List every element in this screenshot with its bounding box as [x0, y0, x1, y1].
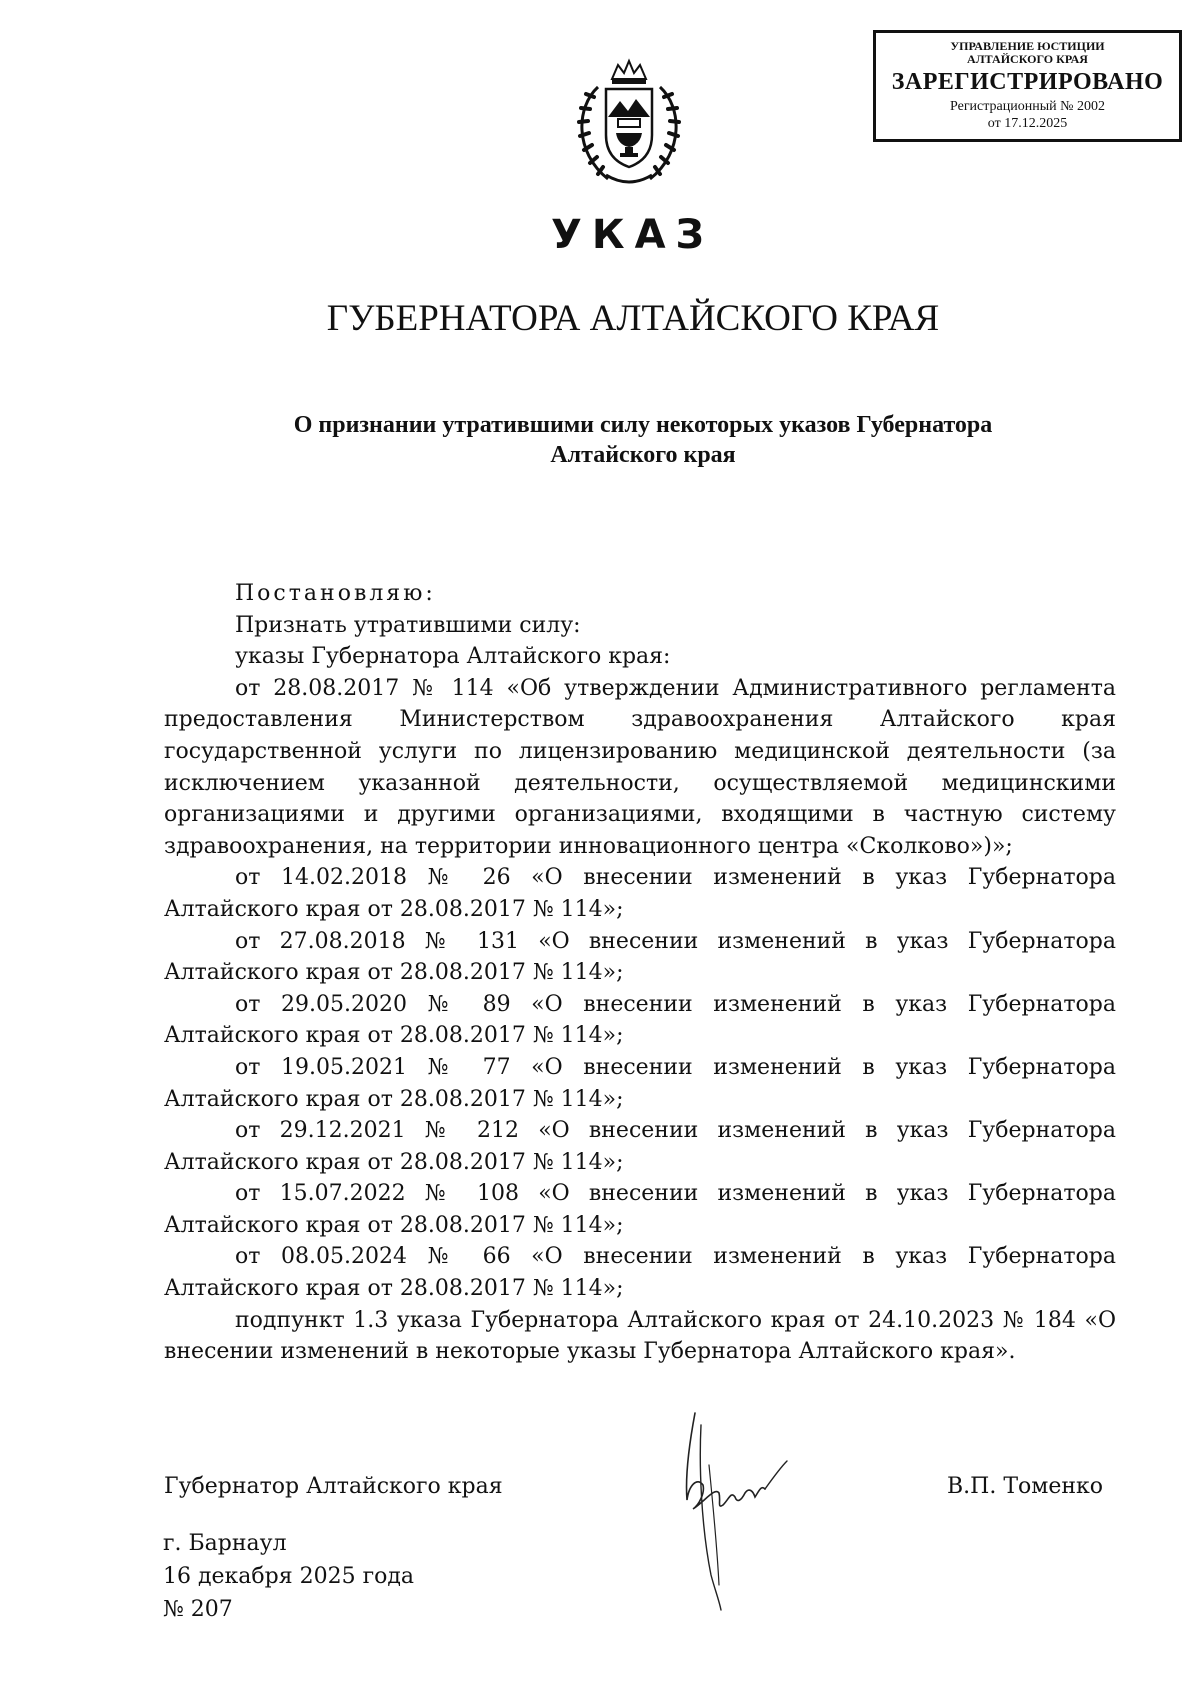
stamp-reg-number: Регистрационный № 2002: [950, 99, 1105, 114]
document-date: 16 декабря 2025 года: [163, 1564, 415, 1589]
document-number: № 207: [163, 1597, 233, 1622]
document-city: г. Барнаул: [163, 1531, 287, 1556]
handwritten-signature-icon: [675, 1405, 805, 1615]
signatory-position: Губернатор Алтайского края: [164, 1474, 503, 1499]
document-subject: [200, 410, 1086, 470]
document-issuer: ГУБЕРНАТОРА АЛТАЙСКОГО КРАЯ: [326, 298, 940, 339]
body-paragraph: от 08.05.2024 № 66 «О внесении изменений в указ Губернатора Алтайского края от 28.08.2017 № 114»;: [164, 1244, 1116, 1302]
body-paragraph: от 19.05.2021 № 77 «О внесении изменений в указ Губернатора Алтайского края от 28.08.2017 № 114»;: [164, 1054, 1116, 1112]
stamp-line-2: АЛТАЙСКОГО КРАЯ: [967, 52, 1088, 66]
body-paragraph: Признать утратившими силу:: [235, 612, 581, 638]
body-paragraph: от 29.12.2021 № 212 «О внесении изменений в указ Губернатора Алтайского края от 28.08.2017 № 114»;: [164, 1118, 1116, 1175]
document-title: УКАЗ: [551, 212, 714, 258]
document-body: [164, 578, 1116, 1368]
stamp-status: ЗАРЕГИСТРИРОВАНО: [891, 69, 1164, 95]
stamp-reg-date: от 17.12.2025: [987, 116, 1068, 131]
stamp-line-1: УПРАВЛЕНИЕ ЮСТИЦИИ: [950, 39, 1105, 53]
body-paragraph: Постановляю:: [235, 581, 436, 606]
coat-of-arms-icon: [568, 57, 690, 190]
body-paragraph: подпункт 1.3 указа Губернатора Алтайского края от 24.10.2023 № 184 «О внесении изменений в некоторые указы Губернатора Алтайского края».: [164, 1307, 1116, 1365]
body-paragraph: от 29.05.2020 № 89 «О внесении изменений в указ Губернатора Алтайского края от 28.08.2017 № 114»;: [164, 991, 1116, 1049]
body-paragraph: указы Губернатора Алтайского края:: [235, 644, 671, 670]
body-paragraph: от 27.08.2018 № 131 «О внесении изменений в указ Губернатора Алтайского края от 28.08.2017 № 114»;: [164, 928, 1116, 986]
body-paragraph: от 15.07.2022 № 108 «О внесении изменений в указ Губернатора Алтайского края от 28.08.2017 № 114»;: [164, 1181, 1116, 1238]
signatory-name: В.П. Томенко: [947, 1474, 1104, 1499]
registration-stamp: [873, 30, 1182, 142]
body-paragraph: от 28.08.2017 № 114 «Об утверждении Административного регламента предоставления Министерством здравоохранения Алтайского края государственной услуги по лицензированию медицинской деятельности (за исключением указанной деятельности, осуществляемой медицинскими организациями и другими организациями, входящими в частную систему здравоохранения, на территории инновационного центра «Сколково»)»;: [164, 675, 1116, 859]
document-place-date: [163, 1527, 414, 1626]
body-paragraph: от 14.02.2018 № 26 «О внесении изменений в указ Губернатора Алтайского края от 28.08.2017 № 114»;: [164, 865, 1116, 922]
subject-line-2: Алтайского края: [550, 442, 736, 468]
subject-line-1: О признании утратившими силу некоторых указов Губернатора: [293, 412, 993, 438]
